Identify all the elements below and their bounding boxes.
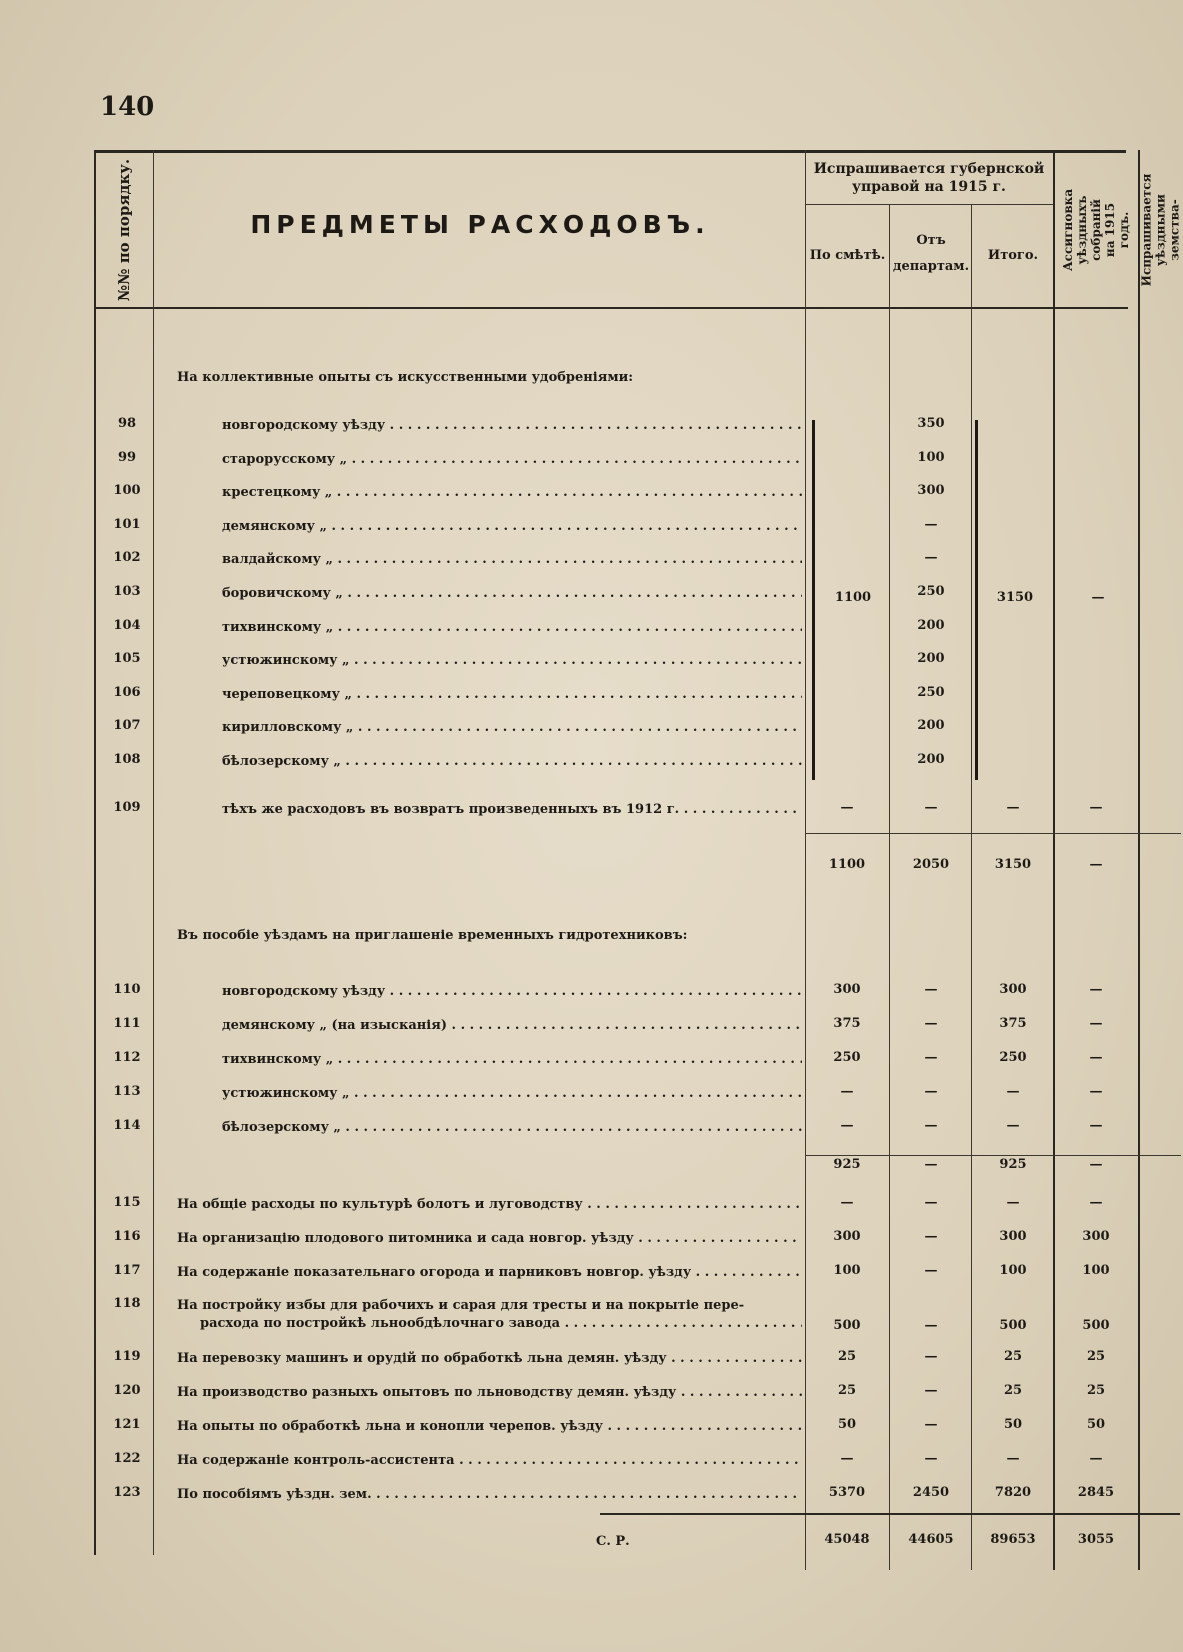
left-border	[94, 150, 96, 1555]
cell-c1: 25	[837, 1383, 857, 1398]
row-label: На опыты по обработкѣ льна и конопли черепов. уѣзду . . .	[177, 1419, 802, 1434]
group-a-assign: —	[1091, 590, 1105, 605]
subtotal-a-rule	[806, 833, 1181, 834]
cell-c4: 100	[1082, 1263, 1110, 1278]
col-request-header: Испрашивается уѣздными земства-	[1139, 173, 1181, 287]
subtotal-row-b: 925 — 925 —	[833, 1157, 1103, 1172]
cell-c3: 300	[999, 982, 1027, 997]
row-label: устюжинскому „ . . .	[222, 1086, 802, 1101]
section-heading-fertilizers: На коллективные опыты съ искусственными удобреніями:	[177, 370, 634, 385]
table-top-rule	[94, 150, 1126, 153]
row-label: новгородскому уѣзду . . .	[222, 984, 802, 999]
cell-c3: 50	[1003, 1417, 1023, 1432]
cell-c2: 2450	[912, 1485, 950, 1500]
cell-c1: 50	[837, 1417, 857, 1432]
row-number: 101	[113, 516, 141, 532]
row-number: 111	[113, 1016, 141, 1031]
row-number: 102	[113, 550, 141, 566]
cell-c1: —	[840, 1118, 854, 1133]
row-number: 105	[113, 651, 141, 667]
table-row	[0, 1014, 1183, 1038]
row-number: 104	[113, 617, 141, 633]
table-row	[0, 548, 1183, 572]
table-row	[0, 1082, 1183, 1106]
header-bottom-rule	[96, 307, 1128, 309]
group-header-rule	[806, 204, 1053, 205]
row-label: На содержаніе контроль-ассистента . . .	[177, 1453, 802, 1468]
group-a-smeta: 1100	[834, 590, 872, 605]
table-row	[0, 448, 1183, 472]
cell-ot: 250	[917, 684, 945, 700]
row-label: По пособіямъ уѣздн. зем. . . .	[177, 1487, 802, 1502]
final-rule	[600, 1513, 1180, 1515]
cell-c2: —	[924, 1417, 938, 1432]
cell-c1: —	[840, 1195, 854, 1210]
cell-c2: —	[924, 1349, 938, 1364]
row-label: крестецкому „ . . .	[222, 485, 802, 500]
cell-c4: 2845	[1077, 1485, 1115, 1500]
table-row	[0, 616, 1183, 640]
row-label: боровичскому „ . . .	[222, 586, 802, 601]
cell-c2: —	[924, 1383, 938, 1398]
cell-ot: 200	[917, 651, 945, 667]
row-number: 100	[113, 483, 141, 499]
brace-right	[975, 420, 978, 780]
page-number: 140	[100, 92, 155, 122]
cell-c3: 375	[999, 1016, 1027, 1031]
cell-c2: —	[924, 1118, 938, 1133]
cell-c4: —	[1089, 1451, 1103, 1466]
row-number: 123	[113, 1485, 141, 1500]
cell-ot: 200	[917, 617, 945, 633]
group-a-itogo: 3150	[996, 590, 1034, 605]
table-row	[0, 1193, 1183, 1217]
cell-c4: —	[1089, 1195, 1103, 1210]
table-row	[0, 649, 1183, 673]
cell-c4: 300	[1082, 1229, 1110, 1244]
cell-c3: —	[1006, 1118, 1020, 1133]
row-number: 112	[113, 1050, 141, 1065]
cell-c2: —	[924, 1451, 938, 1466]
cell-c3: —	[1006, 1084, 1020, 1099]
cell-c3: 100	[999, 1263, 1027, 1278]
row-number: 114	[113, 1118, 141, 1133]
row-number: 119	[113, 1349, 141, 1364]
row-label: бѣлозерскому „ . . .	[222, 754, 802, 769]
cell-ot: 250	[917, 584, 945, 599]
cell-ot: 200	[917, 752, 945, 767]
cell-c3: —	[1006, 1195, 1020, 1210]
row-number: 117	[113, 1263, 141, 1278]
col-assign-header: Ассигновка уѣздныхъ собраній на 1915 годъ.	[1061, 188, 1131, 272]
cell-c3: 25	[1003, 1383, 1023, 1398]
row-number: 110	[113, 982, 141, 997]
cell-c1: —	[840, 1451, 854, 1466]
row-label: кирилловскому „ . . .	[222, 720, 802, 735]
row-label: тихвинскому „ . . .	[222, 1052, 802, 1067]
row-number: 103	[113, 584, 141, 599]
cell-c1: 25	[837, 1349, 857, 1364]
cell-c2: —	[924, 1016, 938, 1031]
row-label: На содержаніе показательнаго огорода и парниковъ новгор. уѣзду . . .	[177, 1265, 802, 1280]
cell-c4: —	[1089, 982, 1103, 997]
col-ot-header: Отъ	[916, 233, 946, 248]
cell-c4: 50	[1086, 1417, 1106, 1432]
cell-c2: —	[924, 1263, 938, 1278]
row-number: 122	[113, 1451, 141, 1466]
row-number: 99	[117, 449, 137, 465]
cell-ot: 200	[917, 718, 945, 734]
cell-c1: 300	[833, 1229, 861, 1244]
cell-c1: 100	[833, 1263, 861, 1278]
row-label: На общіе расходы по культурѣ болотъ и луговодству . . .	[177, 1197, 802, 1212]
row-label: бѣлозерскому „ . . .	[222, 1120, 802, 1135]
cell-c3: 300	[999, 1229, 1027, 1244]
row-label: череповецкому „ . . .	[222, 687, 802, 702]
cell-c2: —	[924, 1229, 938, 1244]
table-row	[0, 1227, 1183, 1251]
number-col-rule	[153, 150, 154, 1555]
table-row	[0, 414, 1183, 438]
table-row	[0, 1116, 1183, 1140]
cell-c1: 250	[833, 1050, 861, 1065]
row-label: тихвинскому „ . . .	[222, 620, 802, 635]
table-row	[0, 515, 1183, 539]
cell-ot: —	[924, 516, 938, 532]
table-row	[0, 980, 1183, 1004]
row-label: На организацію плодового питомника и сада новгор. уѣзду . . .	[177, 1231, 802, 1246]
cell-c1: 300	[833, 982, 861, 997]
cell-c2: —	[924, 1050, 938, 1065]
row-number: 121	[113, 1417, 141, 1432]
final-total-row: С. Р. 45048 44605 89653 3055	[596, 1532, 1115, 1549]
table-row	[0, 1381, 1183, 1405]
row-label: устюжинскому „ . . .	[222, 653, 802, 668]
cell-c4: —	[1089, 1084, 1103, 1099]
cell-ot: 300	[917, 483, 945, 499]
cell-c3: 250	[999, 1050, 1027, 1065]
table-row	[0, 716, 1183, 740]
cell-c3: —	[1006, 1451, 1020, 1466]
col-smeta-header: По смѣтѣ.	[809, 248, 886, 263]
row-label: демянскому „ . . .	[222, 519, 802, 534]
table-row: 109 тѣхъ же расходовъ въ возвратъ произведенныхъ въ 1912 г. . . . — — — —	[0, 798, 1183, 822]
cell-ot: —	[924, 550, 938, 566]
table-row	[0, 1449, 1183, 1473]
row-number: 116	[113, 1229, 141, 1244]
brace-left	[812, 420, 815, 780]
cell-c1: 375	[833, 1016, 861, 1031]
table-row	[0, 683, 1183, 707]
row-label: На производство разныхъ опытовъ по льноводству демян. уѣзду . . .	[177, 1385, 802, 1400]
table-row	[0, 1415, 1183, 1439]
row-label: валдайскому „ . . .	[222, 552, 802, 567]
row-number: 106	[113, 684, 141, 700]
cell-c2: —	[924, 1195, 938, 1210]
row-label: старорусскому „ . . .	[222, 452, 802, 467]
row-number: 108	[113, 752, 141, 767]
cell-c3: 7820	[994, 1485, 1032, 1500]
row-label: На перевозку машинъ и орудій по обработкѣ льна демян. уѣзду . . .	[177, 1351, 802, 1366]
row-number: 120	[113, 1383, 141, 1398]
number-column-header: №№ по порядку.	[115, 158, 133, 302]
row-label: новгородскому уѣзду . . .	[222, 418, 802, 433]
cell-c4: —	[1089, 1016, 1103, 1031]
row-number: 98	[117, 416, 137, 431]
cell-c2: —	[924, 1084, 938, 1099]
table-row	[0, 1048, 1183, 1072]
table-title: ПРЕДМЕТЫ РАСХОДОВЪ.	[250, 210, 710, 239]
row-label: демянскому „ (на изысканія) . . .	[222, 1018, 802, 1033]
group-header: Испрашивается губернской управой на 1915 г.	[813, 161, 1045, 195]
cell-c4: 25	[1086, 1349, 1106, 1364]
cell-c1: —	[840, 1084, 854, 1099]
cell-c2: —	[924, 982, 938, 997]
table-row	[0, 1347, 1183, 1371]
table-row	[0, 1483, 1183, 1507]
table-row	[0, 1261, 1183, 1285]
cell-c1: 5370	[828, 1485, 866, 1500]
subtotal-row-a: 1100 2050 3150 —	[828, 857, 1103, 872]
cell-c3: 25	[1003, 1349, 1023, 1364]
table-row	[0, 481, 1183, 505]
cell-ot: 350	[917, 416, 945, 431]
cell-c4: —	[1089, 1118, 1103, 1133]
table-row: 118 На постройку избы для рабочихъ и сарая для тресты и на покрытіе пере- расхода по постройкѣ льнообдѣлочнаго завода . . . 500 — 500 500	[0, 1294, 1183, 1340]
col-departam-header: департам.	[892, 259, 970, 274]
section-heading-hydrotechnicians: Въ пособіе уѣздамъ на приглашеніе временныхъ гидротехниковъ:	[177, 928, 688, 943]
cell-c4: 25	[1086, 1383, 1106, 1398]
row-number: 107	[113, 718, 141, 734]
cell-c4: —	[1089, 1050, 1103, 1065]
cell-ot: 100	[917, 449, 945, 465]
col-itogo-header: Итого.	[987, 248, 1039, 263]
row-number: 113	[113, 1084, 141, 1099]
table-row	[0, 750, 1183, 774]
row-number: 115	[113, 1195, 141, 1210]
